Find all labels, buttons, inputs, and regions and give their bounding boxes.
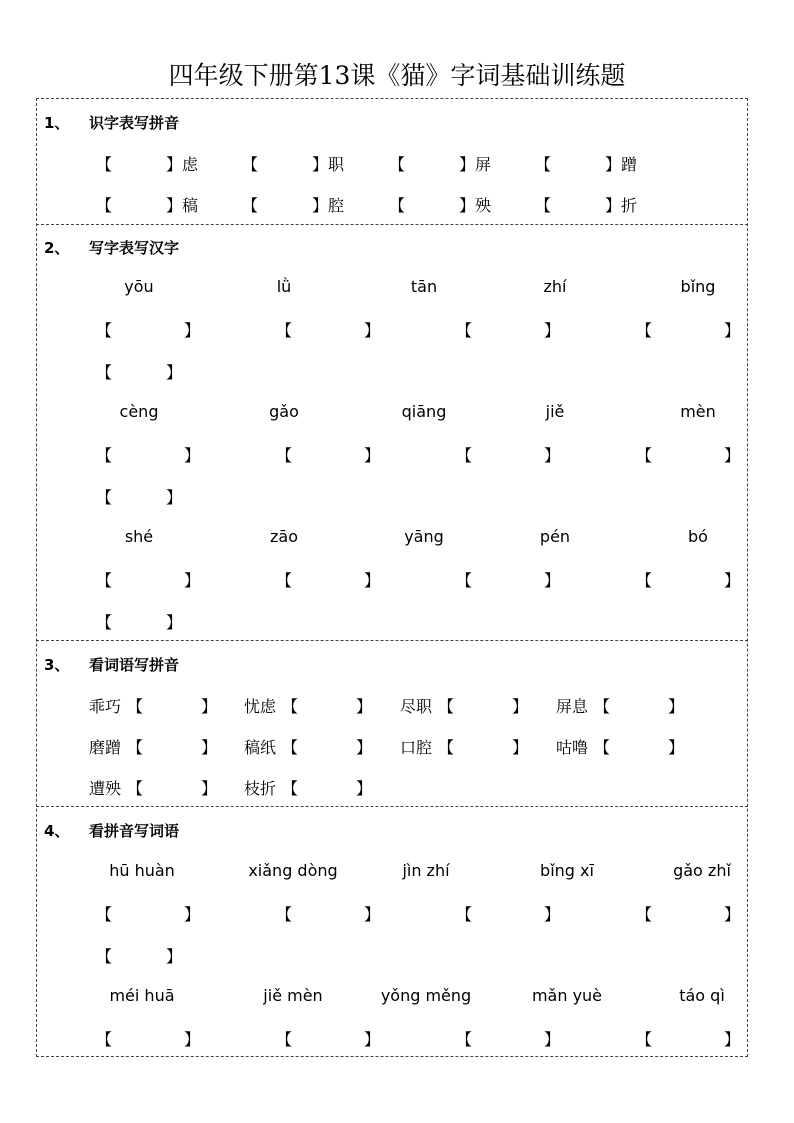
pinyin-prompt: xiǎng dòng xyxy=(248,861,338,880)
section-heading: 看拼音写词语 xyxy=(89,822,180,840)
section-divider xyxy=(36,640,748,641)
character-label: 蹭 xyxy=(621,155,638,174)
answer-bracket-close[interactable]: 】 xyxy=(356,738,373,757)
answer-bracket-close[interactable]: 】 xyxy=(166,363,183,382)
answer-bracket-open[interactable]: 【 xyxy=(438,738,455,757)
word-label: 尽职 xyxy=(400,697,433,716)
pinyin-prompt: mèn xyxy=(680,402,716,421)
answer-bracket-close[interactable]: 】 xyxy=(201,738,218,757)
answer-bracket-close[interactable]: 】 xyxy=(312,196,329,215)
answer-bracket-close[interactable]: 】 xyxy=(544,905,561,924)
answer-bracket-open[interactable]: 【 xyxy=(282,738,299,757)
answer-bracket-open[interactable]: 【 xyxy=(282,697,299,716)
character-label: 屏 xyxy=(475,155,492,174)
answer-bracket-close[interactable]: 】 xyxy=(364,321,381,340)
word-label: 磨蹭 xyxy=(89,738,122,757)
answer-bracket-open[interactable]: 【 xyxy=(636,1030,653,1049)
answer-bracket-open[interactable]: 【 xyxy=(96,613,113,632)
pinyin-prompt: zāo xyxy=(270,527,298,546)
section-heading: 看词语写拼音 xyxy=(89,656,180,674)
character-label: 虑 xyxy=(182,155,199,174)
answer-bracket-close[interactable]: 】 xyxy=(724,1030,741,1049)
answer-bracket-close[interactable]: 】 xyxy=(668,697,685,716)
answer-bracket-close[interactable]: 】 xyxy=(184,905,201,924)
section-heading: 识字表写拼音 xyxy=(89,114,180,132)
pinyin-prompt: yōu xyxy=(124,277,154,296)
answer-bracket-open[interactable]: 【 xyxy=(535,196,552,215)
answer-bracket-close[interactable]: 】 xyxy=(201,779,218,798)
pinyin-prompt: táo qì xyxy=(679,986,725,1005)
answer-bracket-close[interactable]: 】 xyxy=(364,571,381,590)
answer-bracket-close[interactable]: 】 xyxy=(459,196,476,215)
pinyin-prompt: cèng xyxy=(119,402,159,421)
answer-bracket-close[interactable]: 】 xyxy=(544,321,561,340)
answer-bracket-open[interactable]: 【 xyxy=(276,446,293,465)
answer-bracket-close[interactable]: 】 xyxy=(512,738,529,757)
answer-bracket-open[interactable]: 【 xyxy=(96,488,113,507)
answer-bracket-open[interactable]: 【 xyxy=(276,905,293,924)
answer-bracket-open[interactable]: 【 xyxy=(594,697,611,716)
answer-bracket-close[interactable]: 】 xyxy=(184,321,201,340)
answer-bracket-close[interactable]: 】 xyxy=(724,905,741,924)
answer-bracket-close[interactable]: 】 xyxy=(312,155,329,174)
answer-bracket-close[interactable]: 】 xyxy=(166,947,183,966)
answer-bracket-close[interactable]: 】 xyxy=(544,1030,561,1049)
answer-bracket-open[interactable]: 【 xyxy=(276,571,293,590)
pinyin-prompt: yǒng měng xyxy=(380,986,472,1005)
answer-bracket-close[interactable]: 】 xyxy=(668,738,685,757)
answer-bracket-open[interactable]: 【 xyxy=(535,155,552,174)
answer-bracket-close[interactable]: 】 xyxy=(364,905,381,924)
answer-bracket-close[interactable]: 】 xyxy=(544,571,561,590)
answer-bracket-close[interactable]: 】 xyxy=(166,613,183,632)
section-number: 1、 xyxy=(44,114,70,132)
answer-bracket-open[interactable]: 【 xyxy=(456,1030,473,1049)
answer-bracket-close[interactable]: 】 xyxy=(201,697,218,716)
pinyin-prompt: tān xyxy=(410,277,438,296)
character-label: 腔 xyxy=(328,196,345,215)
answer-bracket-open[interactable]: 【 xyxy=(594,738,611,757)
character-label: 稿 xyxy=(182,196,199,215)
pinyin-prompt: gǎo zhǐ xyxy=(673,861,731,880)
answer-bracket-close[interactable]: 】 xyxy=(544,446,561,465)
word-label: 乖巧 xyxy=(89,697,122,716)
answer-bracket-open[interactable]: 【 xyxy=(282,779,299,798)
answer-bracket-open[interactable]: 【 xyxy=(96,947,113,966)
answer-bracket-open[interactable]: 【 xyxy=(127,697,144,716)
pinyin-prompt: jiě mèn xyxy=(263,986,323,1005)
answer-bracket-open[interactable]: 【 xyxy=(96,1030,113,1049)
pinyin-prompt: yāng xyxy=(404,527,444,546)
answer-bracket-open[interactable]: 【 xyxy=(127,738,144,757)
pinyin-prompt: jiě xyxy=(545,402,565,421)
character-label: 职 xyxy=(328,155,345,174)
pinyin-prompt: zhí xyxy=(543,277,567,296)
answer-bracket-open[interactable]: 【 xyxy=(456,571,473,590)
answer-bracket-open[interactable]: 【 xyxy=(456,321,473,340)
word-label: 遭殃 xyxy=(89,779,122,798)
word-label: 咕噜 xyxy=(556,738,589,757)
pinyin-prompt: qiāng xyxy=(401,402,447,421)
answer-bracket-open[interactable]: 【 xyxy=(438,697,455,716)
pinyin-prompt: lǜ xyxy=(276,277,292,296)
word-label: 忧虑 xyxy=(244,697,277,716)
pinyin-prompt: jìn zhí xyxy=(402,861,450,880)
answer-bracket-open[interactable]: 【 xyxy=(636,905,653,924)
answer-bracket-close[interactable]: 】 xyxy=(605,196,622,215)
answer-bracket-close[interactable]: 】 xyxy=(459,155,476,174)
answer-bracket-close[interactable]: 】 xyxy=(166,488,183,507)
answer-bracket-close[interactable]: 】 xyxy=(364,446,381,465)
section-number: 2、 xyxy=(44,239,70,257)
answer-bracket-open[interactable]: 【 xyxy=(456,905,473,924)
answer-bracket-close[interactable]: 】 xyxy=(166,155,183,174)
section-heading: 写字表写汉字 xyxy=(89,239,180,257)
answer-bracket-close[interactable]: 】 xyxy=(605,155,622,174)
answer-bracket-close[interactable]: 】 xyxy=(512,697,529,716)
pinyin-prompt: gǎo xyxy=(269,402,299,421)
answer-bracket-close[interactable]: 】 xyxy=(724,571,741,590)
answer-bracket-open[interactable]: 【 xyxy=(276,1030,293,1049)
word-label: 枝折 xyxy=(244,779,277,798)
character-label: 折 xyxy=(621,196,638,215)
answer-bracket-open[interactable]: 【 xyxy=(96,446,113,465)
section-number: 4、 xyxy=(44,822,70,840)
pinyin-prompt: bǐng xyxy=(680,277,716,296)
answer-bracket-close[interactable]: 】 xyxy=(184,571,201,590)
answer-bracket-close[interactable]: 】 xyxy=(184,1030,201,1049)
pinyin-prompt: pén xyxy=(539,527,571,546)
answer-bracket-close[interactable]: 】 xyxy=(364,1030,381,1049)
section-divider xyxy=(36,806,748,807)
answer-bracket-open[interactable]: 【 xyxy=(96,571,113,590)
pinyin-prompt: bǐng xī xyxy=(540,861,594,880)
page-title: 四年级下册第13课《猫》字词基础训练题 xyxy=(168,61,626,90)
pinyin-prompt: bó xyxy=(688,527,708,546)
answer-bracket-open[interactable]: 【 xyxy=(96,155,113,174)
answer-bracket-open[interactable]: 【 xyxy=(127,779,144,798)
answer-bracket-close[interactable]: 】 xyxy=(724,446,741,465)
word-label: 稿纸 xyxy=(244,738,277,757)
pinyin-prompt: hū huàn xyxy=(109,861,175,880)
answer-bracket-open[interactable]: 【 xyxy=(276,321,293,340)
answer-bracket-open[interactable]: 【 xyxy=(96,196,113,215)
answer-bracket-close[interactable]: 】 xyxy=(724,321,741,340)
answer-bracket-open[interactable]: 【 xyxy=(242,155,259,174)
answer-bracket-close[interactable]: 】 xyxy=(166,196,183,215)
answer-bracket-open[interactable]: 【 xyxy=(636,321,653,340)
pinyin-prompt: mǎn yuè xyxy=(531,986,603,1005)
section-divider xyxy=(36,224,748,225)
answer-bracket-close[interactable]: 】 xyxy=(356,697,373,716)
pinyin-prompt: shé xyxy=(124,527,154,546)
pinyin-prompt: méi huā xyxy=(109,986,175,1005)
answer-bracket-open[interactable]: 【 xyxy=(96,363,113,382)
answer-bracket-open[interactable]: 【 xyxy=(636,446,653,465)
answer-bracket-open[interactable]: 【 xyxy=(242,196,259,215)
answer-bracket-open[interactable]: 【 xyxy=(456,446,473,465)
answer-bracket-open[interactable]: 【 xyxy=(96,905,113,924)
word-label: 屏息 xyxy=(556,697,589,716)
character-label: 殃 xyxy=(475,196,492,215)
answer-bracket-close[interactable]: 】 xyxy=(184,446,201,465)
answer-bracket-close[interactable]: 】 xyxy=(356,779,373,798)
section-number: 3、 xyxy=(44,656,70,674)
answer-bracket-open[interactable]: 【 xyxy=(96,321,113,340)
answer-bracket-open[interactable]: 【 xyxy=(389,155,406,174)
word-label: 口腔 xyxy=(400,738,433,757)
answer-bracket-open[interactable]: 【 xyxy=(389,196,406,215)
answer-bracket-open[interactable]: 【 xyxy=(636,571,653,590)
